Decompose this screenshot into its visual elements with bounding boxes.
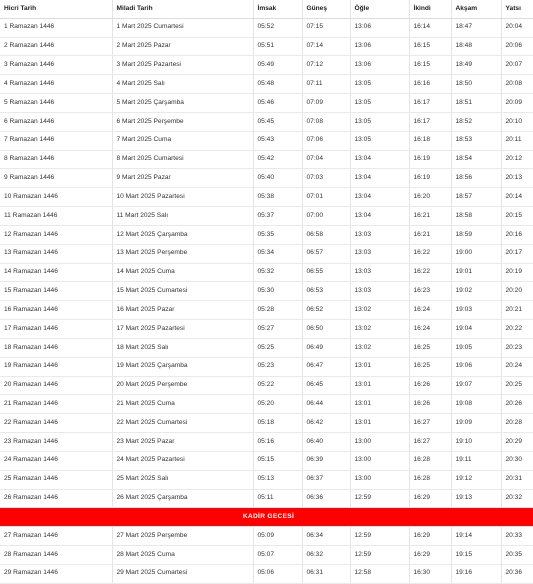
gunes-cell: 07:14 (302, 37, 350, 56)
ogle-cell: 13:05 (350, 131, 409, 150)
hicri-date-cell: 13 Ramazan 1446 (0, 244, 112, 263)
gunes-cell: 06:36 (302, 489, 350, 508)
yatsi-cell: 20:26 (501, 395, 533, 414)
aksam-cell: 18:49 (451, 56, 501, 75)
hicri-date-cell: 15 Ramazan 1446 (0, 282, 112, 301)
imsak-cell: 05:16 (253, 433, 302, 452)
yatsi-cell: 20:29 (501, 433, 533, 452)
miladi-date-cell: 2 Mart 2025 Pazar (112, 37, 253, 56)
hicri-date-cell: 21 Ramazan 1446 (0, 395, 112, 414)
aksam-cell: 18:58 (451, 207, 501, 226)
table-row (0, 338, 533, 357)
aksam-cell: 19:15 (451, 546, 501, 565)
ikindi-cell: 16:15 (409, 37, 451, 56)
ogle-cell: 13:00 (350, 470, 409, 489)
aksam-cell: 19:14 (451, 527, 501, 546)
table-row (0, 207, 533, 226)
hicri-date-cell: 9 Ramazan 1446 (0, 169, 112, 188)
aksam-cell: 18:54 (451, 150, 501, 169)
header-hicri-date: Hicri Tarih (0, 0, 112, 18)
hicri-date-cell: 22 Ramazan 1446 (0, 414, 112, 433)
ogle-cell: 13:06 (350, 18, 409, 37)
yatsi-cell: 20:33 (501, 527, 533, 546)
ogle-cell: 13:04 (350, 169, 409, 188)
ogle-cell: 13:02 (350, 338, 409, 357)
imsak-cell: 05:45 (253, 112, 302, 131)
ikindi-cell: 16:21 (409, 207, 451, 226)
miladi-date-cell: 8 Mart 2025 Cumartesi (112, 150, 253, 169)
ikindi-cell: 16:17 (409, 112, 451, 131)
imsak-cell: 05:25 (253, 338, 302, 357)
gunes-cell: 06:53 (302, 282, 350, 301)
table-row (0, 75, 533, 94)
miladi-date-cell: 5 Mart 2025 Çarşamba (112, 94, 253, 113)
ogle-cell: 13:01 (350, 376, 409, 395)
ikindi-cell: 16:27 (409, 414, 451, 433)
ogle-cell: 13:06 (350, 56, 409, 75)
ikindi-cell: 16:17 (409, 94, 451, 113)
ikindi-cell: 16:19 (409, 169, 451, 188)
table-row (0, 395, 533, 414)
miladi-date-cell: 20 Mart 2025 Perşembe (112, 376, 253, 395)
imsak-cell: 05:23 (253, 357, 302, 376)
ikindi-cell: 16:14 (409, 18, 451, 37)
imsak-cell: 05:27 (253, 320, 302, 339)
ogle-cell: 13:00 (350, 451, 409, 470)
miladi-date-cell: 27 Mart 2025 Perşembe (112, 527, 253, 546)
miladi-date-cell: 16 Mart 2025 Pazar (112, 301, 253, 320)
ogle-cell: 13:02 (350, 301, 409, 320)
miladi-date-cell: 28 Mart 2025 Cuma (112, 546, 253, 565)
aksam-cell: 18:53 (451, 131, 501, 150)
imsak-cell: 05:15 (253, 451, 302, 470)
miladi-date-cell: 17 Mart 2025 Pazartesi (112, 320, 253, 339)
aksam-cell: 19:02 (451, 282, 501, 301)
imsak-cell: 05:22 (253, 376, 302, 395)
table-row (0, 376, 533, 395)
imsak-cell: 05:37 (253, 207, 302, 226)
yatsi-cell: 20:23 (501, 338, 533, 357)
gunes-cell: 06:37 (302, 470, 350, 489)
yatsi-cell: 20:08 (501, 75, 533, 94)
gunes-cell: 07:03 (302, 169, 350, 188)
imsak-cell: 05:18 (253, 414, 302, 433)
yatsi-cell: 20:31 (501, 470, 533, 489)
table-row (0, 169, 533, 188)
table-row (0, 489, 533, 508)
miladi-date-cell: 25 Mart 2025 Salı (112, 470, 253, 489)
ogle-cell: 13:06 (350, 37, 409, 56)
gunes-cell: 06:32 (302, 546, 350, 565)
aksam-cell: 19:12 (451, 470, 501, 489)
gunes-cell: 06:34 (302, 527, 350, 546)
yatsi-cell: 20:32 (501, 489, 533, 508)
table-header-row (0, 0, 533, 18)
table-row (0, 320, 533, 339)
ogle-cell: 13:01 (350, 395, 409, 414)
yatsi-cell: 20:25 (501, 376, 533, 395)
table-row (0, 527, 533, 546)
yatsi-cell: 20:17 (501, 244, 533, 263)
ikindi-cell: 16:15 (409, 56, 451, 75)
miladi-date-cell: 18 Mart 2025 Salı (112, 338, 253, 357)
gunes-cell: 07:00 (302, 207, 350, 226)
table-row (0, 56, 533, 75)
header-aksam: Akşam (451, 0, 501, 18)
yatsi-cell: 20:14 (501, 188, 533, 207)
hicri-date-cell: 5 Ramazan 1446 (0, 94, 112, 113)
imsak-cell: 05:11 (253, 489, 302, 508)
ikindi-cell: 16:19 (409, 150, 451, 169)
aksam-cell: 18:52 (451, 112, 501, 131)
hicri-date-cell: 19 Ramazan 1446 (0, 357, 112, 376)
gunes-cell: 06:52 (302, 301, 350, 320)
table-row (0, 18, 533, 37)
table-row (0, 263, 533, 282)
aksam-cell: 19:04 (451, 320, 501, 339)
ikindi-cell: 16:25 (409, 338, 451, 357)
aksam-cell: 19:03 (451, 301, 501, 320)
hicri-date-cell: 11 Ramazan 1446 (0, 207, 112, 226)
ogle-cell: 13:01 (350, 414, 409, 433)
hicri-date-cell: 20 Ramazan 1446 (0, 376, 112, 395)
gunes-cell: 06:31 (302, 564, 350, 583)
aksam-cell: 19:01 (451, 263, 501, 282)
miladi-date-cell: 3 Mart 2025 Pazartesi (112, 56, 253, 75)
ikindi-cell: 16:28 (409, 451, 451, 470)
miladi-date-cell: 9 Mart 2025 Pazar (112, 169, 253, 188)
ikindi-cell: 16:16 (409, 75, 451, 94)
ogle-cell: 13:02 (350, 320, 409, 339)
yatsi-cell: 20:28 (501, 414, 533, 433)
miladi-date-cell: 26 Mart 2025 Çarşamba (112, 489, 253, 508)
yatsi-cell: 20:36 (501, 564, 533, 583)
imsak-cell: 05:35 (253, 225, 302, 244)
yatsi-cell: 20:09 (501, 94, 533, 113)
miladi-date-cell: 4 Mart 2025 Salı (112, 75, 253, 94)
miladi-date-cell: 6 Mart 2025 Perşembe (112, 112, 253, 131)
ogle-cell: 13:03 (350, 244, 409, 263)
yatsi-cell: 20:21 (501, 301, 533, 320)
header-yatsi: Yatsı (501, 0, 533, 18)
table-row (0, 414, 533, 433)
table-row (0, 188, 533, 207)
yatsi-cell: 20:30 (501, 451, 533, 470)
hicri-date-cell: 29 Ramazan 1446 (0, 564, 112, 583)
miladi-date-cell: 14 Mart 2025 Cuma (112, 263, 253, 282)
kadir-gecesi-label: KADİR GECESİ (0, 508, 533, 527)
imsak-cell: 05:48 (253, 75, 302, 94)
imsak-cell: 05:40 (253, 169, 302, 188)
ikindi-cell: 16:30 (409, 564, 451, 583)
ogle-cell: 12:59 (350, 546, 409, 565)
header-ogle: Öğle (350, 0, 409, 18)
yatsi-cell: 20:07 (501, 56, 533, 75)
yatsi-cell: 20:06 (501, 37, 533, 56)
gunes-cell: 06:45 (302, 376, 350, 395)
imsak-cell: 05:51 (253, 37, 302, 56)
aksam-cell: 19:08 (451, 395, 501, 414)
miladi-date-cell: 29 Mart 2025 Cumartesi (112, 564, 253, 583)
table-row (0, 94, 533, 113)
gunes-cell: 06:44 (302, 395, 350, 414)
aksam-cell: 18:48 (451, 37, 501, 56)
header-imsak: İmsak (253, 0, 302, 18)
yatsi-cell: 20:11 (501, 131, 533, 150)
gunes-cell: 07:01 (302, 188, 350, 207)
imsak-cell: 05:06 (253, 564, 302, 583)
imsak-cell: 05:46 (253, 94, 302, 113)
aksam-cell: 19:11 (451, 451, 501, 470)
imsak-cell: 05:28 (253, 301, 302, 320)
ogle-cell: 12:59 (350, 489, 409, 508)
gunes-cell: 06:42 (302, 414, 350, 433)
yatsi-cell: 20:10 (501, 112, 533, 131)
imsak-cell: 05:49 (253, 56, 302, 75)
ikindi-cell: 16:26 (409, 376, 451, 395)
ogle-cell: 12:58 (350, 564, 409, 583)
table-row (0, 301, 533, 320)
imsak-cell: 05:30 (253, 282, 302, 301)
ikindi-cell: 16:22 (409, 263, 451, 282)
hicri-date-cell: 2 Ramazan 1446 (0, 37, 112, 56)
header-gunes: Güneş (302, 0, 350, 18)
yatsi-cell: 20:24 (501, 357, 533, 376)
hicri-date-cell: 14 Ramazan 1446 (0, 263, 112, 282)
aksam-cell: 19:16 (451, 564, 501, 583)
hicri-date-cell: 18 Ramazan 1446 (0, 338, 112, 357)
aksam-cell: 18:56 (451, 169, 501, 188)
aksam-cell: 19:13 (451, 489, 501, 508)
hicri-date-cell: 8 Ramazan 1446 (0, 150, 112, 169)
gunes-cell: 06:58 (302, 225, 350, 244)
ogle-cell: 13:03 (350, 282, 409, 301)
table-body (0, 18, 533, 583)
aksam-cell: 19:10 (451, 433, 501, 452)
ogle-cell: 13:01 (350, 357, 409, 376)
kadir-gecesi-row (0, 508, 533, 527)
yatsi-cell: 20:12 (501, 150, 533, 169)
aksam-cell: 18:51 (451, 94, 501, 113)
yatsi-cell: 20:04 (501, 18, 533, 37)
ikindi-cell: 16:26 (409, 395, 451, 414)
gunes-cell: 06:50 (302, 320, 350, 339)
aksam-cell: 18:59 (451, 225, 501, 244)
hicri-date-cell: 3 Ramazan 1446 (0, 56, 112, 75)
gunes-cell: 06:49 (302, 338, 350, 357)
imsak-cell: 05:13 (253, 470, 302, 489)
miladi-date-cell: 11 Mart 2025 Salı (112, 207, 253, 226)
ogle-cell: 13:04 (350, 150, 409, 169)
table-row (0, 546, 533, 565)
ikindi-cell: 16:21 (409, 225, 451, 244)
hicri-date-cell: 6 Ramazan 1446 (0, 112, 112, 131)
yatsi-cell: 20:16 (501, 225, 533, 244)
hicri-date-cell: 1 Ramazan 1446 (0, 18, 112, 37)
gunes-cell: 07:12 (302, 56, 350, 75)
ogle-cell: 13:04 (350, 188, 409, 207)
table-row (0, 470, 533, 489)
ikindi-cell: 16:24 (409, 320, 451, 339)
hicri-date-cell: 28 Ramazan 1446 (0, 546, 112, 565)
miladi-date-cell: 7 Mart 2025 Cuma (112, 131, 253, 150)
yatsi-cell: 20:20 (501, 282, 533, 301)
table-row (0, 112, 533, 131)
ogle-cell: 13:05 (350, 112, 409, 131)
ikindi-cell: 16:22 (409, 244, 451, 263)
table-row (0, 131, 533, 150)
table-row (0, 225, 533, 244)
ikindi-cell: 16:28 (409, 470, 451, 489)
miladi-date-cell: 10 Mart 2025 Pazartesi (112, 188, 253, 207)
aksam-cell: 19:07 (451, 376, 501, 395)
miladi-date-cell: 23 Mart 2025 Pazar (112, 433, 253, 452)
gunes-cell: 07:06 (302, 131, 350, 150)
miladi-date-cell: 13 Mart 2025 Perşembe (112, 244, 253, 263)
yatsi-cell: 20:15 (501, 207, 533, 226)
ikindi-cell: 16:18 (409, 131, 451, 150)
gunes-cell: 07:04 (302, 150, 350, 169)
gunes-cell: 07:09 (302, 94, 350, 113)
table-row (0, 357, 533, 376)
table-row (0, 451, 533, 470)
gunes-cell: 06:39 (302, 451, 350, 470)
ogle-cell: 12:59 (350, 527, 409, 546)
hicri-date-cell: 16 Ramazan 1446 (0, 301, 112, 320)
yatsi-cell: 20:13 (501, 169, 533, 188)
imsak-cell: 05:07 (253, 546, 302, 565)
imsak-cell: 05:20 (253, 395, 302, 414)
hicri-date-cell: 17 Ramazan 1446 (0, 320, 112, 339)
aksam-cell: 18:57 (451, 188, 501, 207)
aksam-cell: 19:09 (451, 414, 501, 433)
hicri-date-cell: 23 Ramazan 1446 (0, 433, 112, 452)
miladi-date-cell: 1 Mart 2025 Cumartesi (112, 18, 253, 37)
table-row (0, 150, 533, 169)
ikindi-cell: 16:27 (409, 433, 451, 452)
ikindi-cell: 16:24 (409, 301, 451, 320)
aksam-cell: 19:06 (451, 357, 501, 376)
imsak-cell: 05:09 (253, 527, 302, 546)
imsak-cell: 05:42 (253, 150, 302, 169)
header-ikindi: İkindi (409, 0, 451, 18)
hicri-date-cell: 26 Ramazan 1446 (0, 489, 112, 508)
ogle-cell: 13:03 (350, 263, 409, 282)
imsak-cell: 05:38 (253, 188, 302, 207)
miladi-date-cell: 21 Mart 2025 Cuma (112, 395, 253, 414)
hicri-date-cell: 24 Ramazan 1446 (0, 451, 112, 470)
ikindi-cell: 16:25 (409, 357, 451, 376)
miladi-date-cell: 19 Mart 2025 Çarşamba (112, 357, 253, 376)
ogle-cell: 13:05 (350, 75, 409, 94)
gunes-cell: 06:57 (302, 244, 350, 263)
ogle-cell: 13:04 (350, 207, 409, 226)
hicri-date-cell: 10 Ramazan 1446 (0, 188, 112, 207)
ogle-cell: 13:00 (350, 433, 409, 452)
gunes-cell: 06:40 (302, 433, 350, 452)
hicri-date-cell: 12 Ramazan 1446 (0, 225, 112, 244)
imsak-cell: 05:43 (253, 131, 302, 150)
table-row (0, 282, 533, 301)
ikindi-cell: 16:29 (409, 489, 451, 508)
table-row (0, 244, 533, 263)
gunes-cell: 07:15 (302, 18, 350, 37)
imsak-cell: 05:34 (253, 244, 302, 263)
ikindi-cell: 16:20 (409, 188, 451, 207)
table-row (0, 37, 533, 56)
aksam-cell: 18:50 (451, 75, 501, 94)
miladi-date-cell: 15 Mart 2025 Cumartesi (112, 282, 253, 301)
hicri-date-cell: 7 Ramazan 1446 (0, 131, 112, 150)
imsak-cell: 05:52 (253, 18, 302, 37)
gunes-cell: 07:08 (302, 112, 350, 131)
header-miladi-date: Miladi Tarih (112, 0, 253, 18)
aksam-cell: 18:47 (451, 18, 501, 37)
gunes-cell: 06:47 (302, 357, 350, 376)
hicri-date-cell: 4 Ramazan 1446 (0, 75, 112, 94)
hicri-date-cell: 27 Ramazan 1446 (0, 527, 112, 546)
yatsi-cell: 20:22 (501, 320, 533, 339)
ikindi-cell: 16:29 (409, 527, 451, 546)
yatsi-cell: 20:35 (501, 546, 533, 565)
ogle-cell: 13:03 (350, 225, 409, 244)
yatsi-cell: 20:19 (501, 263, 533, 282)
table-row (0, 564, 533, 583)
ogle-cell: 13:05 (350, 94, 409, 113)
gunes-cell: 07:11 (302, 75, 350, 94)
ikindi-cell: 16:23 (409, 282, 451, 301)
imsak-cell: 05:32 (253, 263, 302, 282)
miladi-date-cell: 22 Mart 2025 Cumartesi (112, 414, 253, 433)
ikindi-cell: 16:29 (409, 546, 451, 565)
miladi-date-cell: 12 Mart 2025 Çarşamba (112, 225, 253, 244)
gunes-cell: 06:55 (302, 263, 350, 282)
table-row (0, 433, 533, 452)
aksam-cell: 19:00 (451, 244, 501, 263)
miladi-date-cell: 24 Mart 2025 Pazartesi (112, 451, 253, 470)
aksam-cell: 19:05 (451, 338, 501, 357)
hicri-date-cell: 25 Ramazan 1446 (0, 470, 112, 489)
